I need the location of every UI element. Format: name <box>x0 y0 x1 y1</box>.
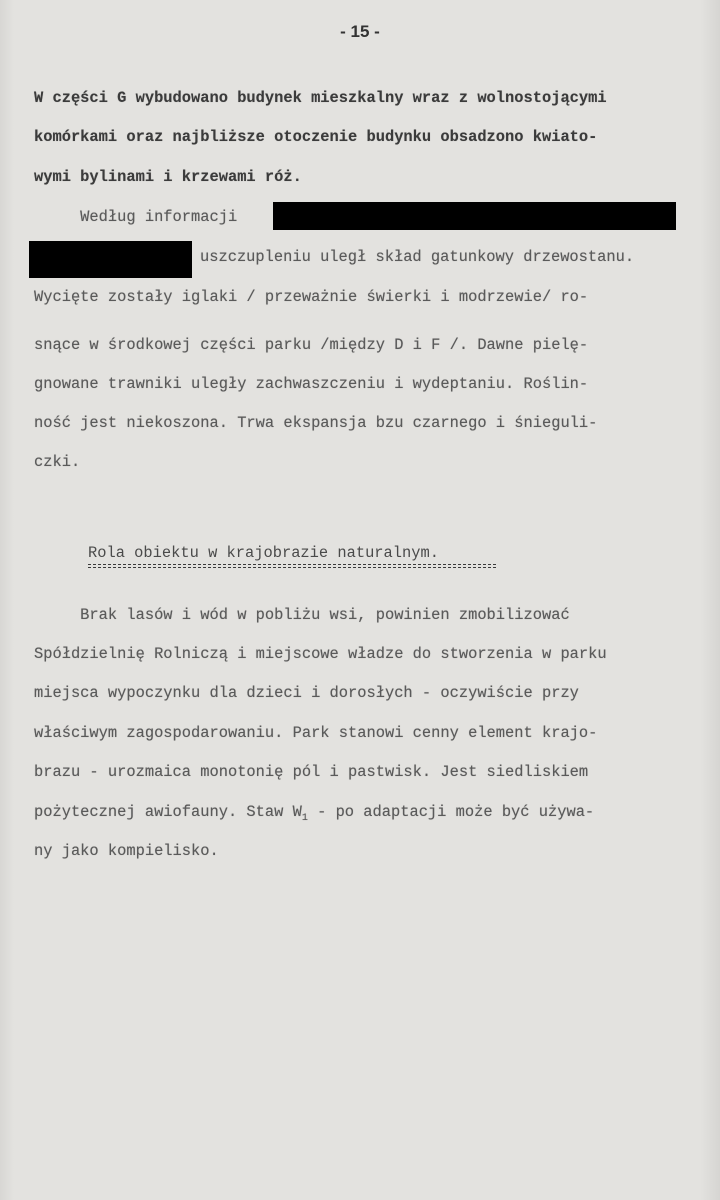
paragraph-3-line-6 <box>34 802 594 829</box>
paragraph-3-line-3: miejsca wypoczynku dla dzieci i dorosłych - oczywiście przy <box>34 684 579 702</box>
paragraph-3-line-2: Spółdzielnię Rolniczą i miejscowe władze do stworzenia w parku <box>34 645 607 663</box>
paragraph-3-line-4: właściwym zagospodarowaniu. Park stanowi cenny element krajo- <box>34 724 598 742</box>
redaction-box-2 <box>29 241 192 278</box>
paragraph-3-line-1: Brak lasów i wód w pobliżu wsi, powinien zmobilizować <box>34 606 570 624</box>
paragraph-3-line-5: brazu - urozmaica monotonię pól i pastwisk. Jest siedliskiem <box>34 763 589 781</box>
paragraph-2-line-3: Wycięte zostały iglaki / przeważnie świerki i modrzewie/ ro- <box>34 288 589 306</box>
paragraph-1-line-3: wymi bylinami i krzewami róż. <box>34 168 302 186</box>
section-heading: Rola obiektu w krajobrazie naturalnym. <box>88 544 439 562</box>
page-number: - 15 - <box>340 22 380 41</box>
paragraph-3-line-7: ny jako kompielisko. <box>34 842 219 860</box>
line-6-text-b: - po adaptacji może być używa- <box>307 803 595 821</box>
paragraph-2-line-1: Według informacji <box>34 208 238 226</box>
paragraph-2-line-5: gnowane trawniki uległy zachwaszczeniu i wydeptaniu. Roślin- <box>34 375 589 393</box>
subscript-1: 1 <box>301 813 308 824</box>
paragraph-1-line-1: W części G wybudowano budynek mieszkalny wraz z wolnostojącymi <box>34 89 607 107</box>
line-6-text-a: pożytecznej awiofauny. Staw W <box>34 803 302 821</box>
heading-double-underline <box>88 564 496 568</box>
paragraph-2-line-6: ność jest niekoszona. Trwa ekspansja bzu czarnego i śnieguli- <box>34 414 598 432</box>
paragraph-2-line-7: czki. <box>34 453 81 471</box>
paragraph-2-line-4: snące w środkowej części parku /między D i F /. Dawne pielę- <box>34 336 589 354</box>
redaction-box-1 <box>273 202 676 230</box>
paragraph-2-line-2: uszczupleniu uległ skład gatunkowy drzewostanu. <box>200 248 635 266</box>
paragraph-1-line-2: komórkami oraz najbliższe otoczenie budynku obsadzono kwiato- <box>34 128 598 146</box>
